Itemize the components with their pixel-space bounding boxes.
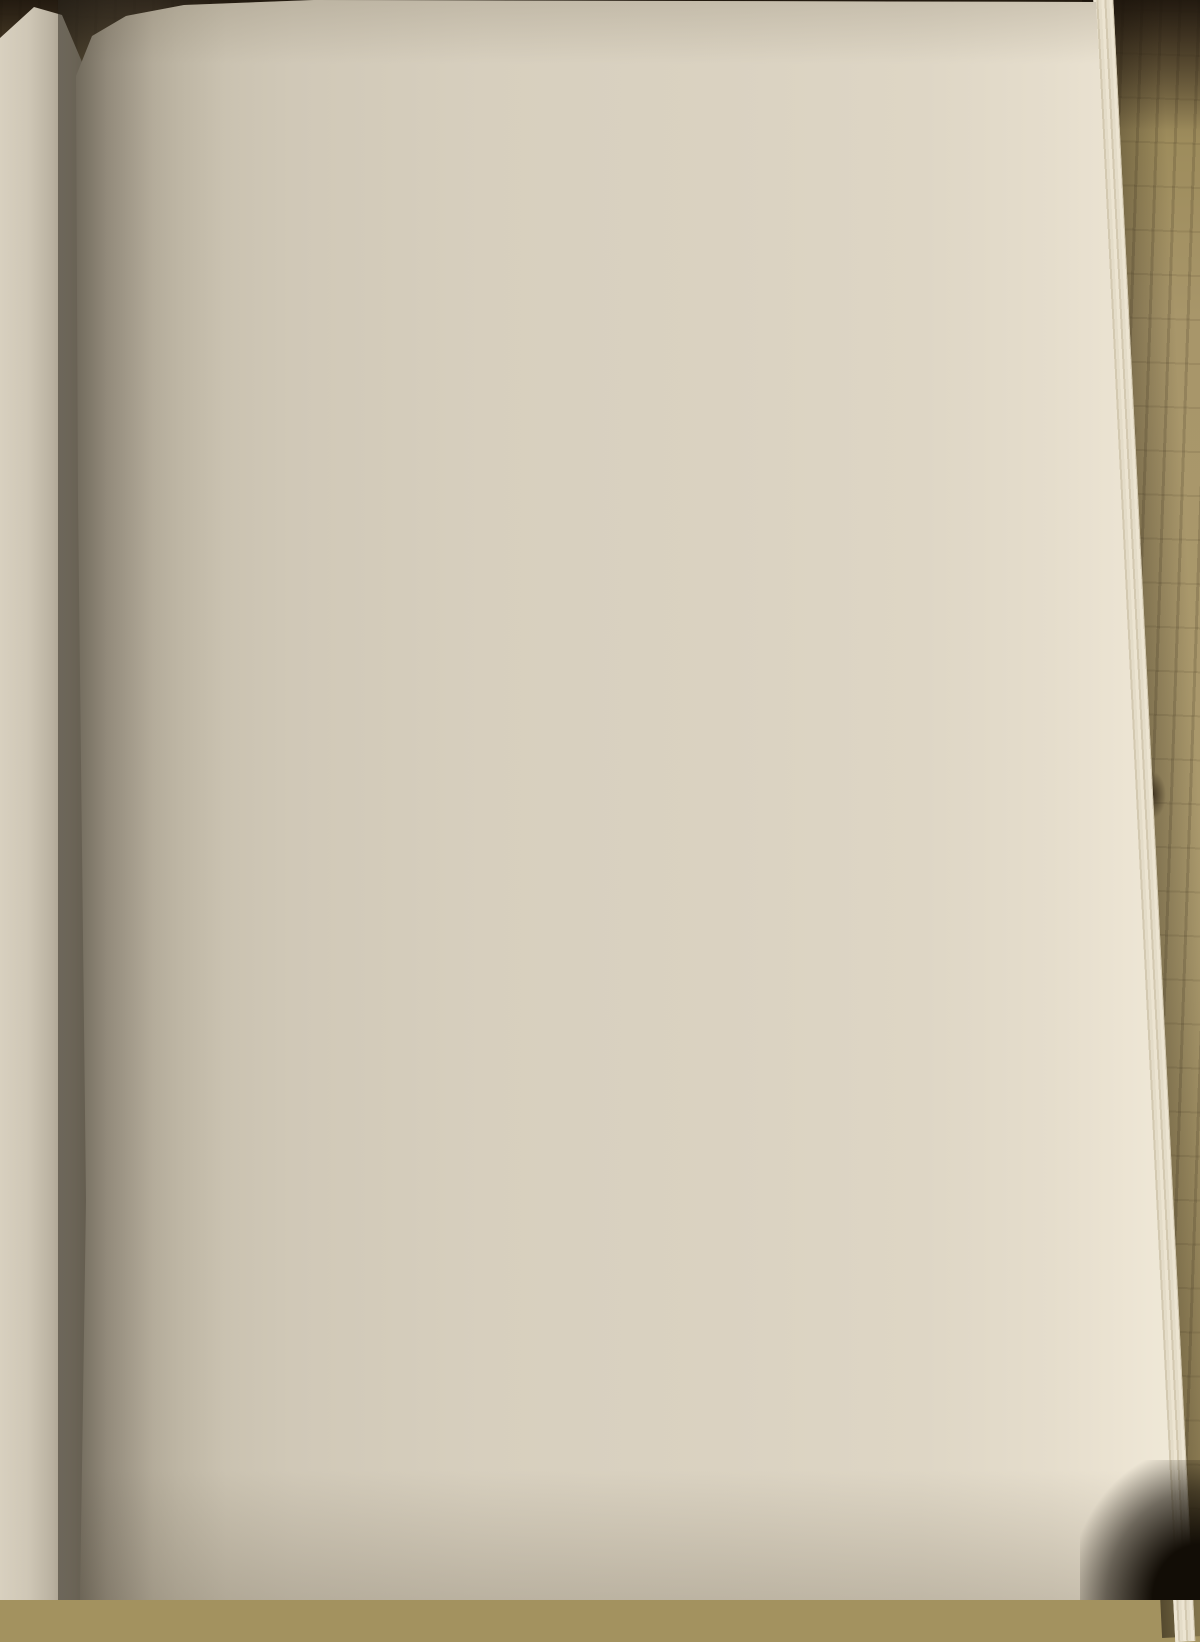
right-page-surface <box>62 0 1176 1600</box>
bottom-right-shadow <box>1080 1460 1200 1600</box>
left-page-fragments <box>0 0 100 1600</box>
